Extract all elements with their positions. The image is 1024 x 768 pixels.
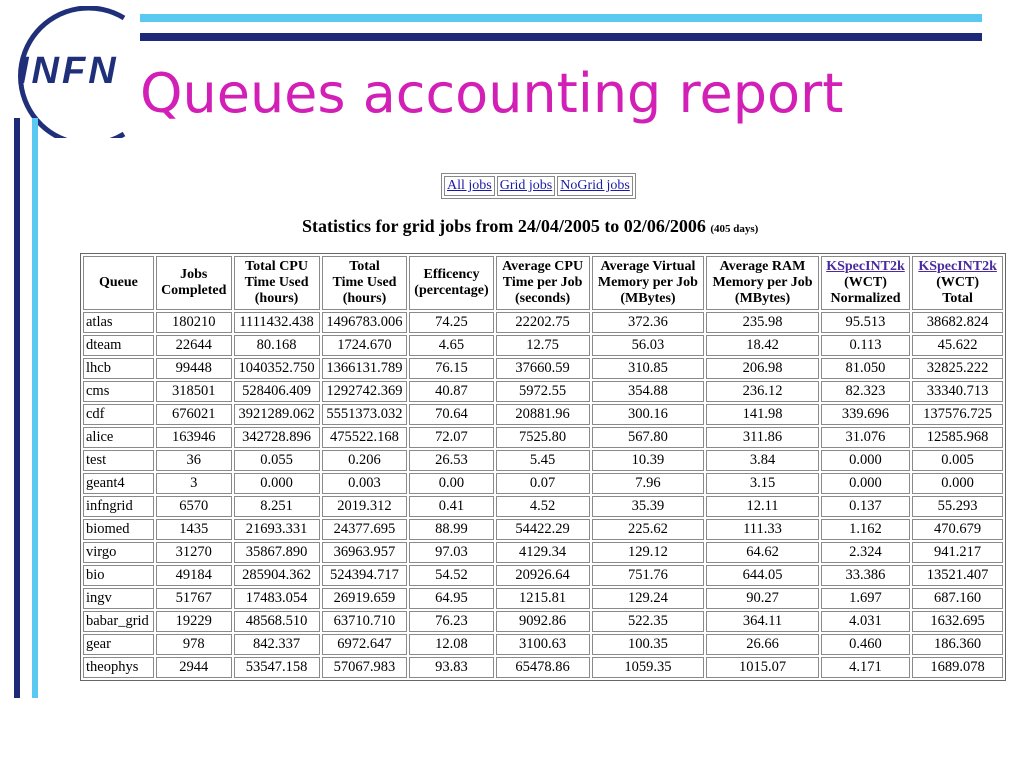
cell-kspecint-normalized: 0.460 — [821, 634, 910, 655]
cell-avg-ram-memory: 64.62 — [706, 542, 819, 563]
table-row — [83, 427, 1003, 448]
cell-efficiency: 88.99 — [409, 519, 493, 540]
cell-avg-ram-memory: 141.98 — [706, 404, 819, 425]
cell-total-time: 57067.983 — [322, 657, 408, 678]
cell-total-cpu-time: 528406.409 — [234, 381, 320, 402]
cell-kspecint-total: 186.360 — [912, 634, 1003, 655]
cell-efficiency: 54.52 — [409, 565, 493, 586]
cell-jobs-completed: 51767 — [156, 588, 232, 609]
cell-jobs-completed: 163946 — [156, 427, 232, 448]
cell-total-cpu-time: 1040352.750 — [234, 358, 320, 379]
cell-queue: lhcb — [83, 358, 154, 379]
cell-avg-ram-memory: 90.27 — [706, 588, 819, 609]
cell-avg-cpu-time: 9092.86 — [496, 611, 590, 632]
cell-queue: virgo — [83, 542, 154, 563]
cell-avg-cpu-time: 0.07 — [496, 473, 590, 494]
table-row — [83, 381, 1003, 402]
cell-avg-virtual-memory: 100.35 — [592, 634, 705, 655]
cell-total-time: 524394.717 — [322, 565, 408, 586]
cell-total-time: 475522.168 — [322, 427, 408, 448]
cell-total-time: 24377.695 — [322, 519, 408, 540]
cell-avg-virtual-memory: 10.39 — [592, 450, 705, 471]
cell-kspecint-total: 32825.222 — [912, 358, 1003, 379]
side-rule-light — [32, 118, 38, 698]
accounting-table-viewport — [80, 253, 1006, 688]
cell-avg-virtual-memory: 225.62 — [592, 519, 705, 540]
cell-total-time: 1292742.369 — [322, 381, 408, 402]
cell-avg-virtual-memory: 1059.35 — [592, 657, 705, 678]
header-kspecint-total: KSpecINT2k (WCT) Total — [912, 256, 1003, 310]
cell-kspecint-normalized: 1.697 — [821, 588, 910, 609]
cell-kspecint-total: 12585.968 — [912, 427, 1003, 448]
cell-jobs-completed: 1435 — [156, 519, 232, 540]
cell-efficiency: 12.08 — [409, 634, 493, 655]
job-filter-nav — [441, 173, 636, 199]
cell-total-time: 0.206 — [322, 450, 408, 471]
table-row — [83, 588, 1003, 609]
table-row — [83, 358, 1003, 379]
cell-avg-cpu-time: 54422.29 — [496, 519, 590, 540]
cell-avg-ram-memory: 235.98 — [706, 312, 819, 333]
cell-kspecint-normalized: 4.031 — [821, 611, 910, 632]
cell-total-cpu-time: 53547.158 — [234, 657, 320, 678]
cell-efficiency: 26.53 — [409, 450, 493, 471]
header-queue: Queue — [83, 256, 154, 310]
cell-efficiency: 76.23 — [409, 611, 493, 632]
cell-avg-cpu-time: 1215.81 — [496, 588, 590, 609]
table-row — [83, 519, 1003, 540]
cell-avg-virtual-memory: 300.16 — [592, 404, 705, 425]
cell-avg-cpu-time: 37660.59 — [496, 358, 590, 379]
cell-efficiency: 74.25 — [409, 312, 493, 333]
cell-total-cpu-time: 21693.331 — [234, 519, 320, 540]
kspecint-total-sort-link[interactable]: KSpecINT2k — [918, 259, 997, 274]
cell-total-time: 1496783.006 — [322, 312, 408, 333]
cell-queue: atlas — [83, 312, 154, 333]
table-row — [83, 404, 1003, 425]
header-kspecint-normalized: KSpecINT2k (WCT) Normalized — [821, 256, 910, 310]
cell-jobs-completed: 36 — [156, 450, 232, 471]
cell-avg-virtual-memory: 522.35 — [592, 611, 705, 632]
cell-efficiency: 93.83 — [409, 657, 493, 678]
cell-kspecint-normalized: 81.050 — [821, 358, 910, 379]
cell-avg-ram-memory: 18.42 — [706, 335, 819, 356]
cell-efficiency: 72.07 — [409, 427, 493, 448]
kspecint-normalized-sort-link[interactable]: KSpecINT2k — [826, 259, 905, 274]
cell-jobs-completed: 31270 — [156, 542, 232, 563]
table-header-row — [83, 256, 1003, 310]
cell-kspecint-normalized: 33.386 — [821, 565, 910, 586]
cell-total-cpu-time: 17483.054 — [234, 588, 320, 609]
cell-total-time: 63710.710 — [322, 611, 408, 632]
header-rule-dark — [140, 33, 982, 41]
accounting-table — [80, 253, 1006, 681]
cell-efficiency: 70.64 — [409, 404, 493, 425]
header-avg-ram-memory: Average RAM Memory per Job (MBytes) — [706, 256, 819, 310]
cell-efficiency: 76.15 — [409, 358, 493, 379]
cell-total-time: 36963.957 — [322, 542, 408, 563]
cell-avg-cpu-time: 22202.75 — [496, 312, 590, 333]
table-row — [83, 312, 1003, 333]
side-rule-dark — [14, 118, 20, 698]
cell-total-cpu-time: 8.251 — [234, 496, 320, 517]
cell-queue: bio — [83, 565, 154, 586]
table-row — [83, 473, 1003, 494]
cell-avg-cpu-time: 12.75 — [496, 335, 590, 356]
cell-kspecint-total: 941.217 — [912, 542, 1003, 563]
header-efficiency: Efficency (percentage) — [409, 256, 493, 310]
statistics-duration: (405 days) — [710, 223, 759, 235]
cell-total-cpu-time: 3921289.062 — [234, 404, 320, 425]
cell-total-cpu-time: 285904.362 — [234, 565, 320, 586]
cell-avg-ram-memory: 364.11 — [706, 611, 819, 632]
cell-avg-cpu-time: 20881.96 — [496, 404, 590, 425]
cell-avg-ram-memory: 111.33 — [706, 519, 819, 540]
cell-queue: biomed — [83, 519, 154, 540]
cell-total-cpu-time: 48568.510 — [234, 611, 320, 632]
slide-title: Queues accounting report — [140, 62, 844, 125]
cell-total-time: 0.003 — [322, 473, 408, 494]
cell-jobs-completed: 49184 — [156, 565, 232, 586]
cell-efficiency: 40.87 — [409, 381, 493, 402]
table-row — [83, 611, 1003, 632]
statistics-caption-text: Statistics for grid jobs from 24/04/2005 to 02/06/2006 — [302, 216, 706, 236]
cell-efficiency: 0.41 — [409, 496, 493, 517]
table-row — [83, 496, 1003, 517]
header-jobs-completed: Jobs Completed — [156, 256, 232, 310]
cell-queue: theophys — [83, 657, 154, 678]
cell-jobs-completed: 676021 — [156, 404, 232, 425]
cell-avg-virtual-memory: 310.85 — [592, 358, 705, 379]
cell-kspecint-total: 0.005 — [912, 450, 1003, 471]
cell-total-time: 6972.647 — [322, 634, 408, 655]
cell-avg-ram-memory: 26.66 — [706, 634, 819, 655]
cell-kspecint-normalized: 2.324 — [821, 542, 910, 563]
cell-queue: test — [83, 450, 154, 471]
cell-jobs-completed: 19229 — [156, 611, 232, 632]
cell-avg-cpu-time: 3100.63 — [496, 634, 590, 655]
table-row — [83, 634, 1003, 655]
statistics-caption — [302, 216, 758, 237]
cell-kspecint-total: 0.000 — [912, 473, 1003, 494]
cell-total-cpu-time: 0.055 — [234, 450, 320, 471]
header-total-time: Total Time Used (hours) — [322, 256, 408, 310]
cell-kspecint-total: 1632.695 — [912, 611, 1003, 632]
cell-avg-virtual-memory: 35.39 — [592, 496, 705, 517]
cell-kspecint-total: 13521.407 — [912, 565, 1003, 586]
cell-queue: gear — [83, 634, 154, 655]
cell-avg-virtual-memory: 567.80 — [592, 427, 705, 448]
cell-queue: cdf — [83, 404, 154, 425]
cell-jobs-completed: 2944 — [156, 657, 232, 678]
cell-avg-ram-memory: 644.05 — [706, 565, 819, 586]
cell-kspecint-normalized: 0.137 — [821, 496, 910, 517]
cell-jobs-completed: 22644 — [156, 335, 232, 356]
cell-jobs-completed: 3 — [156, 473, 232, 494]
cell-kspecint-normalized: 339.696 — [821, 404, 910, 425]
header-avg-cpu-time: Average CPU Time per Job (seconds) — [496, 256, 590, 310]
cell-queue: ingv — [83, 588, 154, 609]
cell-jobs-completed: 978 — [156, 634, 232, 655]
table-row — [83, 450, 1003, 471]
cell-avg-cpu-time: 4.52 — [496, 496, 590, 517]
cell-efficiency: 64.95 — [409, 588, 493, 609]
cell-kspecint-normalized: 0.113 — [821, 335, 910, 356]
table-row — [83, 657, 1003, 678]
cell-total-cpu-time: 35867.890 — [234, 542, 320, 563]
cell-queue: alice — [83, 427, 154, 448]
cell-avg-ram-memory: 236.12 — [706, 381, 819, 402]
table-body — [83, 312, 1003, 678]
all-jobs-link[interactable]: All jobs — [447, 178, 492, 193]
cell-avg-cpu-time: 5.45 — [496, 450, 590, 471]
cell-queue: dteam — [83, 335, 154, 356]
cell-kspecint-total: 55.293 — [912, 496, 1003, 517]
header-rule-light — [140, 14, 982, 22]
cell-avg-virtual-memory: 129.12 — [592, 542, 705, 563]
header-avg-virtual-memory: Average Virtual Memory per Job (MBytes) — [592, 256, 705, 310]
cell-kspecint-total: 33340.713 — [912, 381, 1003, 402]
cell-avg-cpu-time: 20926.64 — [496, 565, 590, 586]
cell-kspecint-normalized: 4.171 — [821, 657, 910, 678]
cell-kspecint-total: 38682.824 — [912, 312, 1003, 333]
cell-avg-ram-memory: 206.98 — [706, 358, 819, 379]
cell-kspecint-normalized: 0.000 — [821, 450, 910, 471]
table-row — [83, 565, 1003, 586]
cell-queue: cms — [83, 381, 154, 402]
cell-kspecint-total: 1689.078 — [912, 657, 1003, 678]
cell-kspecint-total: 687.160 — [912, 588, 1003, 609]
cell-avg-virtual-memory: 7.96 — [592, 473, 705, 494]
cell-kspecint-normalized: 1.162 — [821, 519, 910, 540]
cell-jobs-completed: 99448 — [156, 358, 232, 379]
cell-avg-ram-memory: 3.84 — [706, 450, 819, 471]
cell-jobs-completed: 318501 — [156, 381, 232, 402]
cell-kspecint-normalized: 82.323 — [821, 381, 910, 402]
cell-avg-cpu-time: 65478.86 — [496, 657, 590, 678]
infn-logo-text: INFN — [18, 50, 119, 92]
cell-efficiency: 4.65 — [409, 335, 493, 356]
cell-total-time: 5551373.032 — [322, 404, 408, 425]
cell-total-cpu-time: 80.168 — [234, 335, 320, 356]
cell-total-time: 1366131.789 — [322, 358, 408, 379]
cell-avg-virtual-memory: 56.03 — [592, 335, 705, 356]
cell-total-cpu-time: 342728.896 — [234, 427, 320, 448]
table-row — [83, 542, 1003, 563]
cell-kspecint-total: 470.679 — [912, 519, 1003, 540]
cell-jobs-completed: 6570 — [156, 496, 232, 517]
nogrid-jobs-link[interactable]: NoGrid jobs — [560, 178, 630, 193]
cell-avg-virtual-memory: 751.76 — [592, 565, 705, 586]
cell-avg-virtual-memory: 372.36 — [592, 312, 705, 333]
cell-avg-ram-memory: 311.86 — [706, 427, 819, 448]
cell-avg-ram-memory: 12.11 — [706, 496, 819, 517]
cell-avg-cpu-time: 7525.80 — [496, 427, 590, 448]
cell-total-cpu-time: 842.337 — [234, 634, 320, 655]
cell-avg-cpu-time: 4129.34 — [496, 542, 590, 563]
table-row — [83, 335, 1003, 356]
header-total-cpu-time: Total CPU Time Used (hours) — [234, 256, 320, 310]
cell-jobs-completed: 180210 — [156, 312, 232, 333]
cell-avg-virtual-memory: 129.24 — [592, 588, 705, 609]
cell-total-time: 26919.659 — [322, 588, 408, 609]
cell-efficiency: 97.03 — [409, 542, 493, 563]
cell-total-cpu-time: 1111432.438 — [234, 312, 320, 333]
cell-avg-cpu-time: 5972.55 — [496, 381, 590, 402]
cell-kspecint-total: 45.622 — [912, 335, 1003, 356]
cell-queue: infngrid — [83, 496, 154, 517]
cell-total-time: 1724.670 — [322, 335, 408, 356]
cell-kspecint-normalized: 0.000 — [821, 473, 910, 494]
cell-avg-virtual-memory: 354.88 — [592, 381, 705, 402]
cell-kspecint-normalized: 31.076 — [821, 427, 910, 448]
cell-avg-ram-memory: 3.15 — [706, 473, 819, 494]
cell-kspecint-normalized: 95.513 — [821, 312, 910, 333]
cell-kspecint-total: 137576.725 — [912, 404, 1003, 425]
grid-jobs-link[interactable]: Grid jobs — [499, 178, 553, 193]
cell-efficiency: 0.00 — [409, 473, 493, 494]
cell-queue: babar_grid — [83, 611, 154, 632]
cell-total-time: 2019.312 — [322, 496, 408, 517]
cell-total-cpu-time: 0.000 — [234, 473, 320, 494]
cell-avg-ram-memory: 1015.07 — [706, 657, 819, 678]
cell-queue: geant4 — [83, 473, 154, 494]
